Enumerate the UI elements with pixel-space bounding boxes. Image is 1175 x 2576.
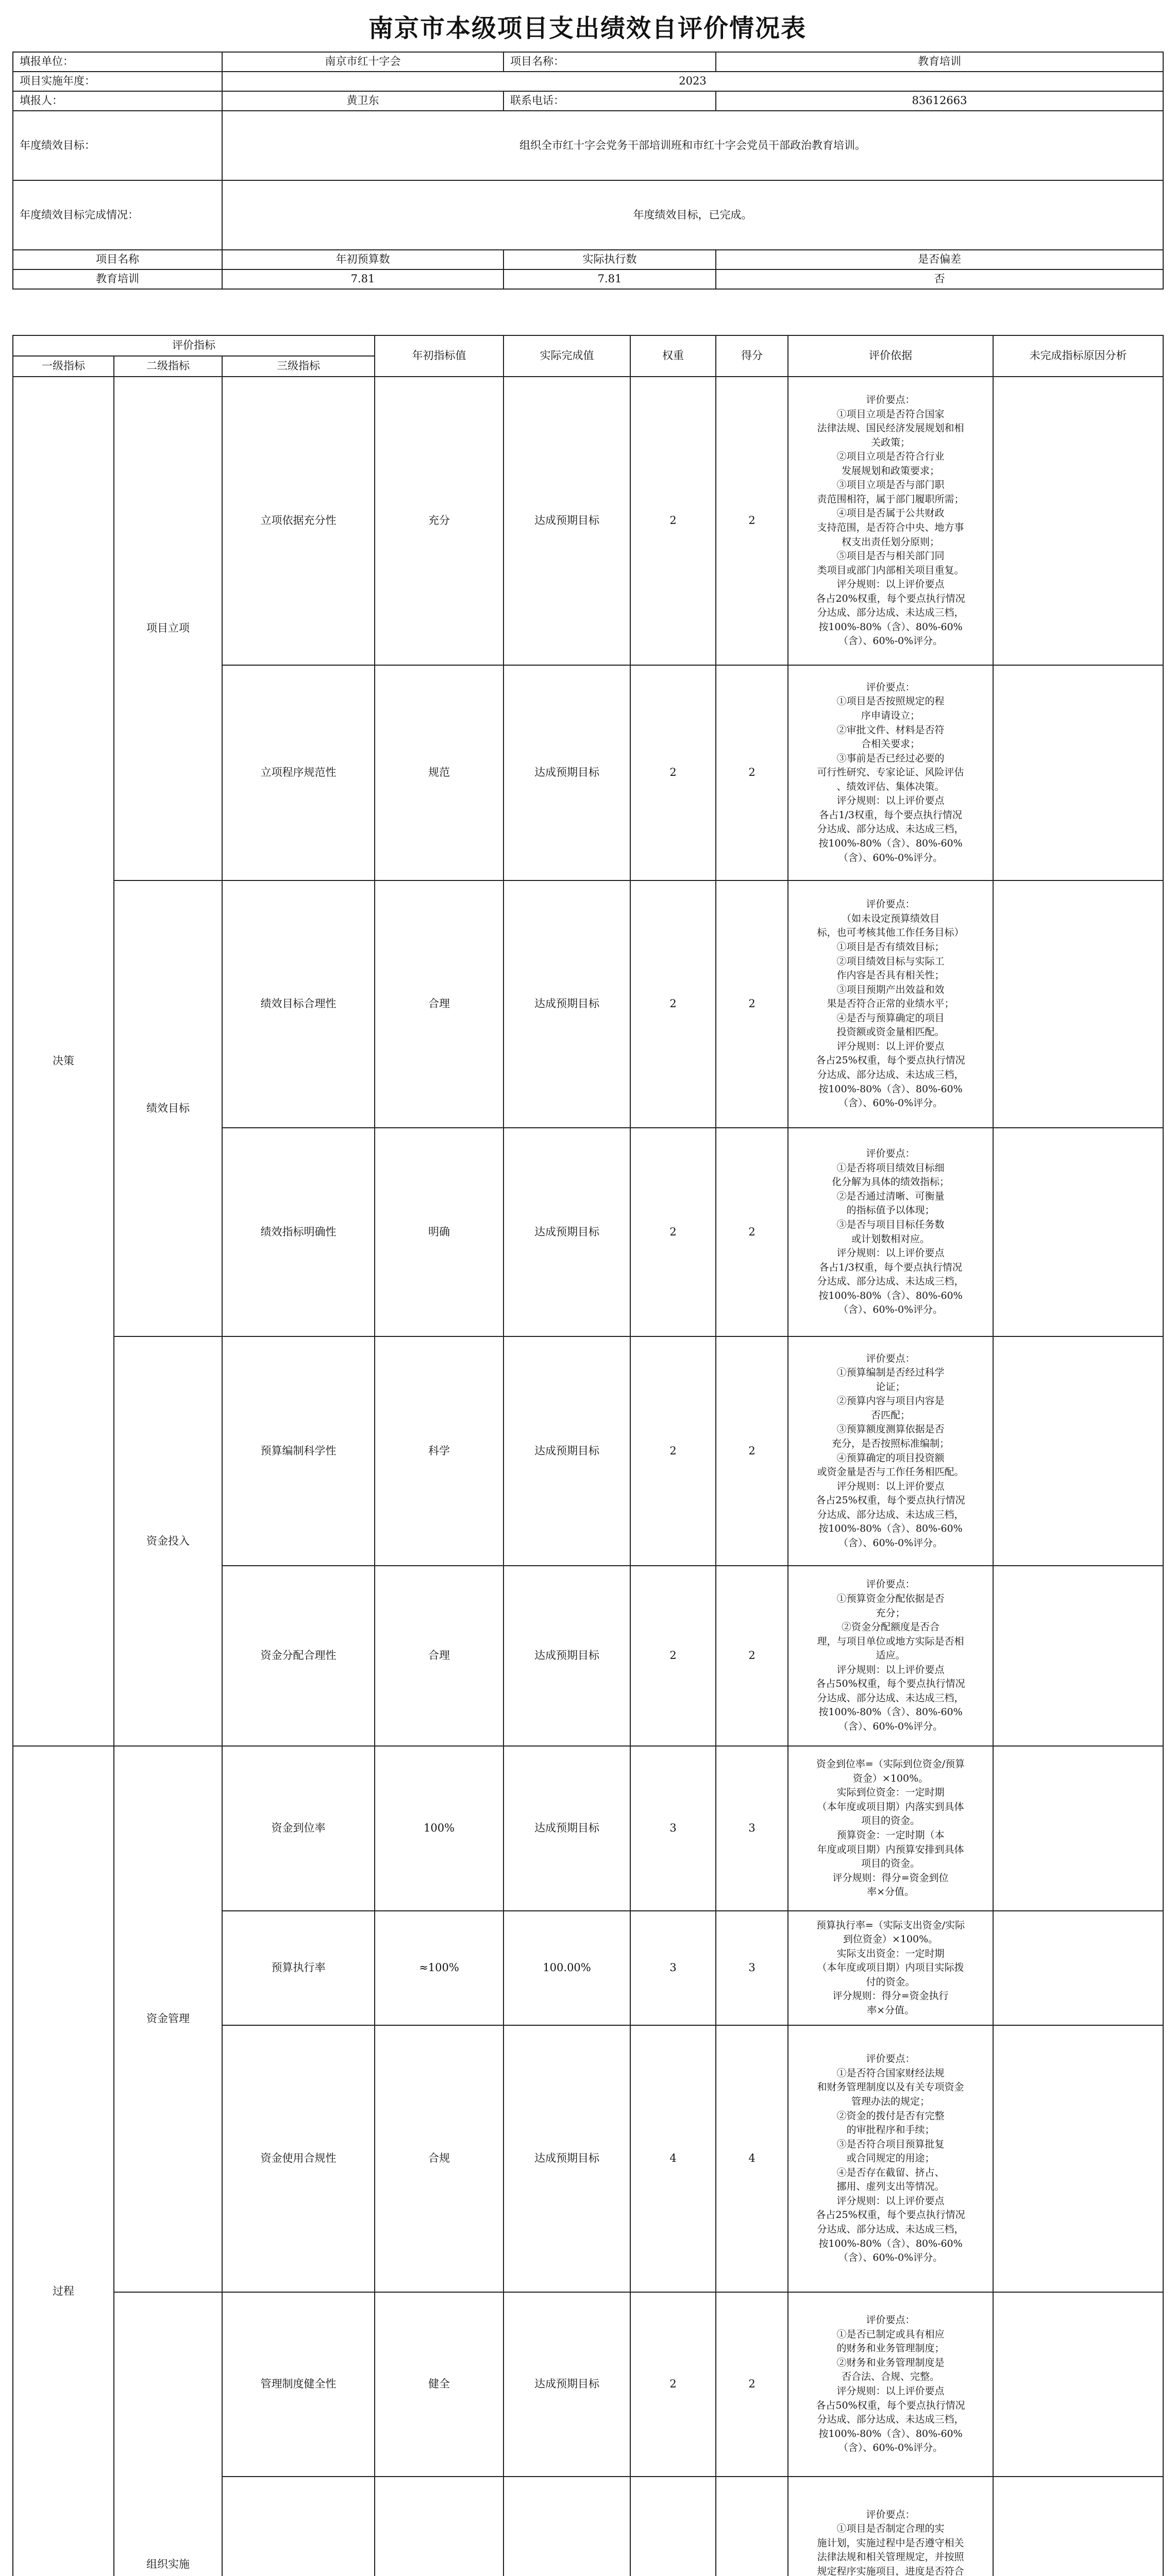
- level2-performance-goal: 绩效目标: [114, 880, 222, 1336]
- criteria-line: 或合同规定的用途；: [846, 2153, 935, 2164]
- criteria-line: 、绩效评估、集体决策。: [836, 781, 945, 792]
- weight-value: 3: [630, 1746, 716, 1911]
- info-table: [12, 52, 1164, 290]
- actual-value: 100.00%: [503, 1911, 630, 2025]
- criteria-line: 评价要点：: [866, 2314, 915, 2326]
- summary-budget: 7.81: [222, 269, 503, 289]
- criteria-line: 可行性研究、专家论证、风险评估: [817, 767, 964, 778]
- criteria-line: ②财务和业务管理制度是: [836, 2357, 945, 2368]
- header-actual: 实际完成值: [503, 335, 630, 377]
- criteria-line: ②审批文件、材料是否符: [836, 724, 945, 736]
- criteria-line: ④是否存在截留、挤占、: [836, 2166, 945, 2178]
- criteria-line: 和财务管理制度以及有关专项资金: [817, 2081, 964, 2093]
- reason-cell: [993, 1128, 1163, 1336]
- unit-label: 填报单位：: [13, 52, 222, 72]
- criteria-line: 到位资金）×100%。: [843, 1934, 938, 1945]
- criteria-line: 合相关要求；: [861, 738, 920, 750]
- target-value: 合理: [375, 1566, 503, 1746]
- target-value: 明确: [375, 1128, 503, 1336]
- criteria-line: 评分规则：以上评价要点: [836, 2385, 945, 2397]
- criteria-line: 各占20%权重，每个要点执行情况: [816, 592, 965, 604]
- criteria-line: 资金到位率=（实际到位资金/预算: [816, 1758, 965, 1770]
- criteria-line: 分达成、部分达成、未达成三档，: [817, 2414, 964, 2426]
- criteria-line: 法律法规、国民经济发展规划和相: [817, 422, 964, 434]
- score-value: 2: [716, 2292, 788, 2477]
- criteria-line: ⑤项目是否与相关部门同: [836, 550, 945, 562]
- filler-value: 黄卫东: [222, 91, 503, 111]
- criteria-line: 关政策；: [871, 436, 911, 448]
- header-basis: 评价依据: [788, 335, 993, 377]
- summary-header-budget: 年初预算数: [222, 250, 503, 269]
- score-value: 4: [716, 2025, 788, 2292]
- goal-value: 组织全市红十字会党务干部培训班和市红十字会党员干部政治教育培训。: [222, 111, 1163, 180]
- actual-value: 达成预期目标: [503, 377, 630, 665]
- criteria-line: 年度或项目期）内预算安排到具体: [817, 1843, 964, 1855]
- criteria-line: 权支出责任划分原则；: [842, 536, 940, 548]
- weight-value: 2: [630, 377, 716, 665]
- criteria-line: 否合法、合规、完整。: [842, 2371, 940, 2383]
- reason-cell: [993, 1336, 1163, 1566]
- criteria-line: （含）、60%-0%评分。: [838, 1304, 943, 1316]
- summary-deviation: 否: [716, 269, 1163, 289]
- target-value: 健全: [375, 2292, 503, 2477]
- criteria-line: （如未设定预算绩效目: [842, 912, 940, 924]
- criteria-line: 投资额或资金量相匹配。: [836, 1026, 945, 1038]
- criteria-line: 评价要点：: [866, 1579, 915, 1590]
- phone-label: 联系电话：: [503, 91, 716, 111]
- weight-value: 2: [630, 665, 716, 880]
- criteria-line: 分达成、部分达成、未达成三档，: [817, 1276, 964, 1287]
- criteria-text: [788, 2292, 993, 2477]
- score-value: 3: [716, 1746, 788, 1911]
- criteria-line: ①预算资金分配依据是否: [836, 1593, 945, 1605]
- criteria-line: （本年度或项目期）内项目实际拨: [817, 1962, 964, 1974]
- criteria-line: ②资金分配额度是否合: [842, 1621, 940, 1633]
- level3-name: 预算执行率: [222, 1911, 375, 2025]
- summary-header-actual: 实际执行数: [503, 250, 716, 269]
- criteria-line: 发展规划和政策要求；: [842, 465, 940, 477]
- criteria-line: 评价要点：: [866, 1352, 915, 1364]
- criteria-line: （含）、60%-0%评分。: [838, 635, 943, 647]
- criteria-line: 率×分值。: [867, 1886, 914, 1898]
- criteria-line: （含）、60%-0%评分。: [838, 2252, 943, 2264]
- criteria-line: 按100%-80%（含）、80%-60%: [818, 2238, 963, 2249]
- criteria-line: （含）、60%-0%评分。: [838, 2442, 943, 2454]
- weight-value: 2: [630, 880, 716, 1128]
- criteria-text: [788, 1911, 993, 2025]
- criteria-line: 支持范围，是否符合中央、地方事: [817, 522, 964, 533]
- reason-cell: [993, 2477, 1163, 2576]
- criteria-line: 实际支出资金：一定时期: [836, 1947, 945, 1959]
- criteria-line: 挪用、虚列支出等情况。: [836, 2181, 945, 2193]
- header-level2: 二级指标: [114, 356, 222, 377]
- completion-label: 年度绩效目标完成情况：: [13, 180, 222, 250]
- criteria-line: 评分规则：以上评价要点: [836, 795, 945, 807]
- criteria-line: 评价要点：: [866, 1148, 915, 1160]
- summary-project: 教育培训: [13, 269, 222, 289]
- reason-cell: [993, 2292, 1163, 2477]
- summary-actual: 7.81: [503, 269, 716, 289]
- summary-header-project: 项目名称: [13, 250, 222, 269]
- header-reason: 未完成指标原因分析: [993, 335, 1163, 377]
- criteria-line: 果是否符合正常的业绩水平；: [827, 998, 954, 1010]
- level3-name: 绩效目标合理性: [222, 880, 375, 1128]
- table-row: [13, 1746, 1163, 1911]
- criteria-line: 分达成、部分达成、未达成三档，: [817, 1692, 964, 1704]
- criteria-line: 理，与项目单位或地方实际是否相: [817, 1635, 964, 1647]
- criteria-line: 各占1/3权重，每个要点执行情况: [819, 809, 962, 821]
- criteria-line: 各占25%权重，每个要点执行情况: [816, 1055, 965, 1066]
- criteria-text: [788, 665, 993, 880]
- weight-value: 4: [630, 2025, 716, 2292]
- criteria-line: 充分；: [876, 1607, 905, 1619]
- criteria-text: [788, 1746, 993, 1911]
- criteria-text: [788, 1566, 993, 1746]
- criteria-line: 评价要点：: [866, 681, 915, 693]
- phone-value: 83612663: [716, 91, 1163, 111]
- criteria-line: 评价要点：: [866, 394, 915, 406]
- criteria-line: 适应。: [876, 1650, 905, 1662]
- actual-value: 达成预期目标: [503, 1128, 630, 1336]
- criteria-line: 充分，是否按照标准编制；: [832, 1437, 950, 1449]
- criteria-line: 类项目或部门内部相关项目重复。: [817, 564, 964, 576]
- actual-value: 达成预期目标: [503, 880, 630, 1128]
- level3-name: 资金到位率: [222, 1746, 375, 1911]
- criteria-line: ①项目是否按照规定的程: [836, 696, 945, 707]
- score-value: 2: [716, 377, 788, 665]
- level3-name: 资金分配合理性: [222, 1566, 375, 1746]
- criteria-line: 率×分值。: [867, 2004, 914, 2016]
- criteria-line: 否匹配；: [871, 1409, 911, 1421]
- criteria-line: 评分规则：以上评价要点: [836, 2195, 945, 2207]
- criteria-line: （含）、60%-0%评分。: [838, 1097, 943, 1109]
- score-value: 2: [716, 1128, 788, 1336]
- target-value: 规范: [375, 665, 503, 880]
- level2-project-setup: 项目立项: [114, 377, 222, 880]
- table-row: [13, 2292, 1163, 2477]
- reason-cell: [993, 880, 1163, 1128]
- criteria-line: ③项目立项是否与部门职: [836, 479, 945, 491]
- criteria-line: ①项目立项是否符合国家: [836, 408, 945, 420]
- actual-value: [503, 2477, 630, 2576]
- level1-process: 过程: [13, 1746, 114, 2576]
- criteria-line: 论证；: [876, 1381, 905, 1393]
- criteria-line: 实际到位资金：一定时期: [836, 1787, 945, 1799]
- criteria-line: 按100%-80%（含）、80%-60%: [818, 1523, 963, 1535]
- table-row: [13, 377, 1163, 665]
- criteria-line: ①是否将项目绩效目标细: [836, 1162, 945, 1174]
- header-level3: 三级指标: [222, 356, 375, 377]
- reason-cell: [993, 2025, 1163, 2292]
- evaluation-table: [12, 335, 1164, 2576]
- score-value: 2: [716, 880, 788, 1128]
- goal-label: 年度绩效目标：: [13, 111, 222, 180]
- weight-value: 2: [630, 1128, 716, 1336]
- criteria-line: 法律法规和相关管理规定，并按照: [817, 2551, 964, 2563]
- header-score: 得分: [716, 335, 788, 377]
- criteria-text: [788, 880, 993, 1128]
- header-level1: 一级指标: [13, 356, 114, 377]
- criteria-line: 分达成、部分达成、未达成三档，: [817, 1509, 964, 1520]
- filler-label: 填报人：: [13, 91, 222, 111]
- criteria-line: 分达成、部分达成、未达成三档，: [817, 823, 964, 835]
- criteria-line: 分达成、部分达成、未达成三档，: [817, 1069, 964, 1080]
- level3-name: [222, 2477, 375, 2576]
- year-value: 2023: [222, 72, 1163, 91]
- criteria-line: 各占25%权重，每个要点执行情况: [816, 2209, 965, 2221]
- level2-funding-input: 资金投入: [114, 1336, 222, 1746]
- reason-cell: [993, 377, 1163, 665]
- table-row: [13, 880, 1163, 1128]
- header-target: 年初指标值: [375, 335, 503, 377]
- target-value: 充分: [375, 377, 503, 665]
- criteria-line: 按100%-80%（含）、80%-60%: [818, 2428, 963, 2439]
- actual-value: 达成预期目标: [503, 1566, 630, 1746]
- criteria-line: 责范围相符，属于部门履职所需；: [817, 493, 964, 505]
- criteria-line: ②资金的拨付是否有完整: [836, 2110, 945, 2122]
- criteria-line: 按100%-80%（含）、80%-60%: [818, 1706, 963, 1718]
- criteria-line: 项目的资金。: [861, 1815, 920, 1827]
- project-value: 教育培训: [716, 52, 1163, 72]
- criteria-line: ③事前是否已经过必要的: [836, 752, 945, 764]
- criteria-line: 评分规则：以上评价要点: [836, 1664, 945, 1675]
- level3-name: 资金使用合规性: [222, 2025, 375, 2292]
- criteria-line: 管理办法的规定；: [851, 2096, 930, 2108]
- criteria-line: ②项目绩效目标与实际工: [836, 955, 945, 967]
- criteria-line: 分达成、部分达成、未达成三档，: [817, 607, 964, 619]
- target-value: 100%: [375, 1746, 503, 1911]
- criteria-line: 施计划，实施过程中是否遵守相关: [817, 2537, 964, 2549]
- criteria-line: 序申请设立；: [861, 710, 920, 722]
- reason-cell: [993, 665, 1163, 880]
- unit-value: 南京市红十字会: [222, 52, 503, 72]
- criteria-line: ①是否已制定或具有相应: [836, 2328, 945, 2340]
- level2-fund-management: 资金管理: [114, 1746, 222, 2292]
- summary-header-deviation: 是否偏差: [716, 250, 1163, 269]
- target-value: 合理: [375, 880, 503, 1128]
- year-label: 项目实施年度：: [13, 72, 222, 91]
- criteria-line: （含）、60%-0%评分。: [838, 1537, 943, 1549]
- criteria-line: 评价要点：: [866, 2509, 915, 2520]
- criteria-line: 预算执行率=（实际支出资金/实际: [816, 1919, 965, 1931]
- weight-value: 3: [630, 1911, 716, 2025]
- criteria-line: 按100%-80%（含）、80%-60%: [818, 837, 963, 849]
- score-value: 2: [716, 1336, 788, 1566]
- criteria-line: 各占50%权重，每个要点执行情况: [816, 1678, 965, 1690]
- score-value: 2: [716, 1566, 788, 1746]
- table-row: [13, 1336, 1163, 1566]
- criteria-line: （本年度或项目期）内落实到具体: [817, 1801, 964, 1812]
- criteria-line: ③是否符合项目预算批复: [836, 2138, 945, 2150]
- criteria-line: 各占1/3权重，每个要点执行情况: [819, 1261, 962, 1273]
- target-value: 科学: [375, 1336, 503, 1566]
- page-title: 南京市本级项目支出绩效自评价情况表: [368, 13, 807, 43]
- weight-value: 2: [630, 1336, 716, 1566]
- criteria-text: [788, 1336, 993, 1566]
- reason-cell: [993, 1746, 1163, 1911]
- criteria-line: （含）、60%-0%评分。: [838, 1720, 943, 1732]
- completion-value: 年度绩效目标，已完成。: [222, 180, 1163, 250]
- score-value: 2: [716, 665, 788, 880]
- target-value: 合规: [375, 2025, 503, 2292]
- criteria-line: 按100%-80%（含）、80%-60%: [818, 1290, 963, 1301]
- criteria-text: [788, 2025, 993, 2292]
- criteria-line: 分达成、部分达成、未达成三档，: [817, 2223, 964, 2235]
- criteria-line: 评分规则：以上评价要点: [836, 1247, 945, 1259]
- weight-value: 2: [630, 1566, 716, 1746]
- level3-name: 管理制度健全性: [222, 2292, 375, 2477]
- criteria-line: ①预算编制是否经过科学: [836, 1367, 945, 1379]
- criteria-line: 资金）×100%。: [852, 1772, 929, 1784]
- criteria-line: 化分解为具体的绩效指标；: [832, 1176, 950, 1188]
- criteria-line: 规定程序实施项目，进度是否符合: [817, 2565, 964, 2576]
- level3-name: 立项依据充分性: [222, 377, 375, 665]
- reason-cell: [993, 1911, 1163, 2025]
- criteria-line: 评分规则：以上评价要点: [836, 579, 945, 590]
- criteria-line: ④预算确定的项目投资额: [836, 1452, 945, 1464]
- criteria-line: 预算资金：一定时期（本: [836, 1829, 945, 1841]
- reason-cell: [993, 1566, 1163, 1746]
- criteria-line: 评分规则：得分=资金执行: [832, 1990, 949, 2002]
- weight-value: [630, 2477, 716, 2576]
- level1-decision: 决策: [13, 377, 114, 1746]
- project-label: 项目名称：: [503, 52, 716, 72]
- criteria-line: 项目的资金。: [861, 1858, 920, 1870]
- criteria-line: 评分规则：以上评价要点: [836, 1040, 945, 1052]
- actual-value: 达成预期目标: [503, 1746, 630, 1911]
- criteria-line: 评价要点：: [866, 2053, 915, 2065]
- criteria-line: 的财务和业务管理制度；: [836, 2343, 945, 2354]
- criteria-line: 评分规则：以上评价要点: [836, 1480, 945, 1492]
- criteria-line: ①项目是否制定合理的实: [836, 2523, 945, 2535]
- criteria-line: ③是否与项目目标任务数: [836, 1218, 945, 1230]
- criteria-line: 或资金量是否与工作任务相匹配。: [817, 1466, 964, 1478]
- level3-name: 绩效指标明确性: [222, 1128, 375, 1336]
- actual-value: 达成预期目标: [503, 2292, 630, 2477]
- criteria-line: ②预算内容与项目内容是: [836, 1395, 945, 1407]
- criteria-line: 标，也可考核其他工作任务目标）: [817, 927, 964, 939]
- level3-name: 预算编制科学性: [222, 1336, 375, 1566]
- criteria-line: ④是否与预算确定的项目: [836, 1012, 945, 1024]
- level2-implementation: 组织实施: [114, 2292, 222, 2576]
- criteria-line: ②项目立项是否符合行业: [836, 451, 945, 463]
- target-value: [375, 2477, 503, 2576]
- criteria-line: 的审批程序和手续；: [846, 2124, 935, 2136]
- criteria-line: 作内容是否具有相关性；: [836, 970, 945, 981]
- weight-value: 2: [630, 2292, 716, 2477]
- actual-value: 达成预期目标: [503, 2025, 630, 2292]
- criteria-text: [788, 2477, 993, 2576]
- criteria-line: 或计划数相对应。: [851, 1233, 930, 1245]
- actual-value: 达成预期目标: [503, 1336, 630, 1566]
- score-value: [716, 2477, 788, 2576]
- criteria-line: 各占50%权重，每个要点执行情况: [816, 2399, 965, 2411]
- criteria-line: ①项目是否有绩效目标；: [836, 941, 945, 953]
- criteria-text: [788, 1128, 993, 1336]
- criteria-line: ③项目预期产出效益和效: [836, 984, 945, 995]
- header-weight: 权重: [630, 335, 716, 377]
- actual-value: 达成预期目标: [503, 665, 630, 880]
- criteria-line: 按100%-80%（含）、80%-60%: [818, 621, 963, 633]
- criteria-line: 按100%-80%（含）、80%-60%: [818, 1083, 963, 1095]
- criteria-line: ①是否符合国家财经法规: [836, 2067, 945, 2079]
- criteria-line: 各占25%权重，每个要点执行情况: [816, 1495, 965, 1506]
- level3-name: 立项程序规范性: [222, 665, 375, 880]
- criteria-line: ③预算额度测算依据是否: [836, 1423, 945, 1435]
- criteria-line: 付的资金。: [866, 1976, 915, 1988]
- criteria-line: ②是否通过清晰、可衡量: [836, 1190, 945, 1202]
- criteria-line: 评价要点：: [866, 899, 915, 910]
- criteria-text: [788, 377, 993, 665]
- criteria-line: （含）、60%-0%评分。: [838, 852, 943, 863]
- target-value: ≈100%: [375, 1911, 503, 2025]
- criteria-line: 的指标值予以体现；: [846, 1205, 935, 1216]
- criteria-line: ④项目是否属于公共财政: [836, 507, 945, 519]
- header-eval-indicator: 评价指标: [13, 335, 375, 356]
- criteria-line: 评分规则：得分=资金到位: [832, 1872, 949, 1884]
- score-value: 3: [716, 1911, 788, 2025]
